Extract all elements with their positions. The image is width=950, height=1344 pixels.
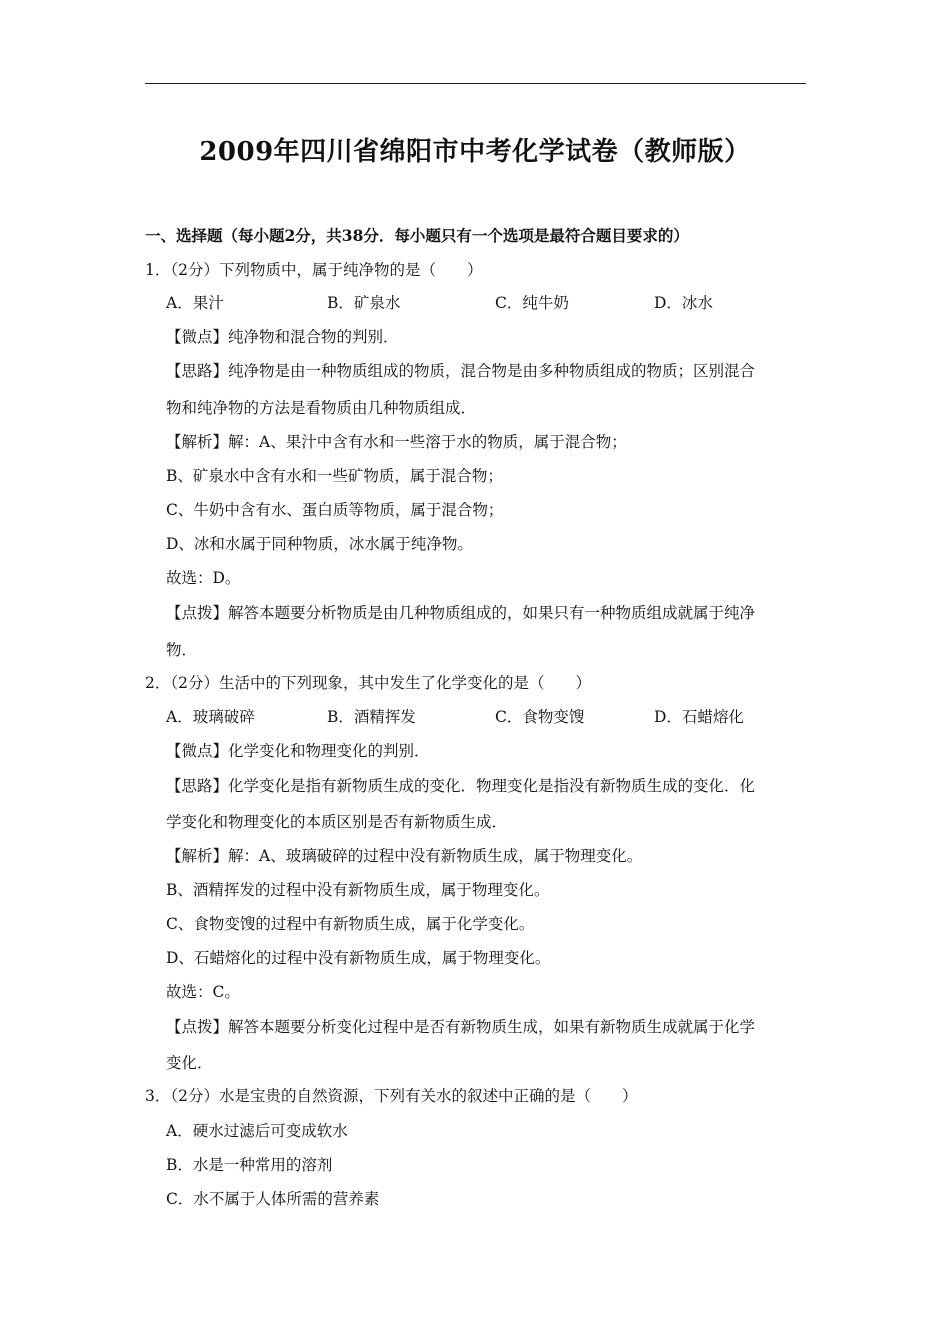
- q1-analysis-line3: C、牛奶中含有水、蛋白质等物质，属于混合物；: [166, 501, 504, 519]
- page-title: 2009年四川省绵阳市中考化学试卷（教师版）: [199, 137, 751, 167]
- header-rule: [145, 83, 806, 84]
- q2-option-a: A．玻璃破碎: [166, 708, 255, 726]
- q2-idea-line1: 【思路】化学变化是指有新物质生成的变化．物理变化是指没有新物质生成的变化．化: [166, 777, 756, 795]
- q1-idea-line1: 【思路】纯净物是由一种物质组成的物质，混合物是由多种物质组成的物质；区别混合: [166, 362, 756, 380]
- q2-tip-line2: 变化．: [166, 1054, 213, 1072]
- q1-tip-line1: 【点拨】解答本题要分析物质是由几种物质组成的，如果只有一种物质组成就属于纯净: [166, 604, 756, 622]
- q3-stem: 3．（2分）水是宝贵的自然资源，下列有关水的叙述中正确的是（ ）: [145, 1087, 638, 1105]
- q2-analysis-line1: 【解析】解：A、玻璃破碎的过程中没有新物质生成，属于物理变化。: [166, 847, 643, 865]
- q3-option-c: C．水不属于人体所需的营养素: [166, 1190, 380, 1208]
- q1-option-a: A．果汁: [166, 294, 224, 312]
- q1-option-d: D．冰水: [654, 294, 713, 312]
- q1-point: 【微点】纯净物和混合物的判别．: [166, 328, 399, 346]
- q1-idea-line2: 物和纯净物的方法是看物质由几种物质组成．: [166, 399, 477, 417]
- q2-point: 【微点】化学变化和物理变化的判别．: [166, 742, 430, 760]
- q1-analysis-line1: 【解析】解：A、果汁中含有水和一些溶于水的物质，属于混合物；: [166, 433, 627, 451]
- q1-tip-line2: 物．: [166, 641, 198, 659]
- q1-option-b: B．矿泉水: [327, 294, 401, 312]
- q2-analysis-line4: D、石蜡熔化的过程中没有新物质生成，属于物理变化。: [166, 949, 551, 967]
- q1-analysis-line2: B、矿泉水中含有水和一些矿物质，属于混合物；: [166, 467, 503, 485]
- q2-analysis-line2: B、酒精挥发的过程中没有新物质生成，属于物理变化。: [166, 881, 550, 899]
- q2-option-d: D．石蜡熔化: [654, 708, 744, 726]
- q1-analysis-line4: D、冰和水属于同种物质，冰水属于纯净物。: [166, 535, 473, 553]
- q1-answer: 故选：D。: [166, 569, 241, 587]
- q2-idea-line2: 学变化和物理变化的本质区别是否有新物质生成．: [166, 813, 508, 831]
- q1-stem: 1．（2分）下列物质中，属于纯净物的是（ ）: [145, 261, 483, 279]
- q2-option-b: B．酒精挥发: [327, 708, 416, 726]
- q2-stem: 2．（2分）生活中的下列现象，其中发生了化学变化的是（ ）: [145, 674, 591, 692]
- q2-option-c: C．食物变馊: [495, 708, 585, 726]
- q1-option-c: C．纯牛奶: [495, 294, 569, 312]
- q2-answer: 故选：C。: [166, 983, 240, 1001]
- q3-option-b: B．水是一种常用的溶剂: [166, 1156, 333, 1174]
- q3-option-a: A．硬水过滤后可变成软水: [166, 1122, 348, 1140]
- q2-tip-line1: 【点拨】解答本题要分析变化过程中是否有新物质生成，如果有新物质生成就属于化学: [166, 1018, 756, 1036]
- q2-analysis-line3: C、食物变馊的过程中有新物质生成，属于化学变化。: [166, 915, 535, 933]
- section-heading: 一、选择题（每小题2分，共38分．每小题只有一个选项是最符合题目要求的）: [145, 226, 689, 245]
